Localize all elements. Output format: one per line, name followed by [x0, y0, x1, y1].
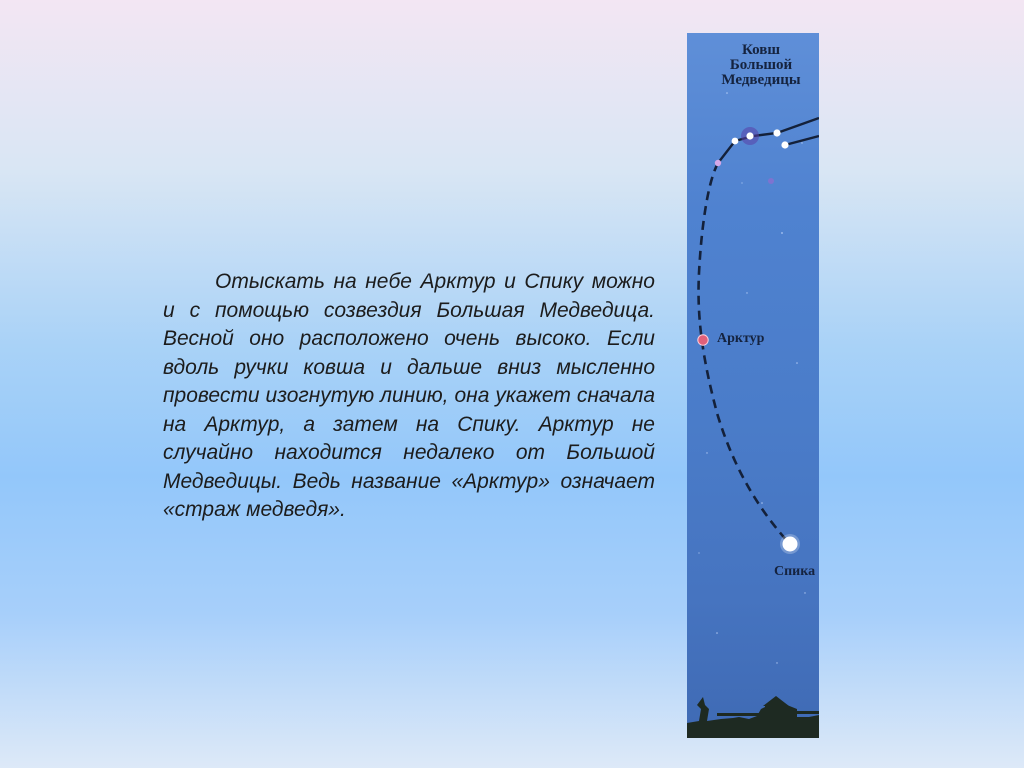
- horizon-silhouette: [687, 696, 819, 738]
- map-title-line: Медведицы: [721, 72, 801, 88]
- star-map-image: [687, 33, 819, 738]
- arcturus-star: [698, 335, 708, 345]
- description-paragraph: Отыскать на небе Арктур и Спику можно и с помощью созвездия Большая Медведица. Весной оно расположено очень высоко. Если вдоль ручки ковша и дальше вниз мысленно провести изогнутую линию, она укажет сначала на Арктур, а затем на Спику. Арктур не случайно находится недалеко от Большой Медведицы. Ведь название «Арктур» означает «страж медведя».: [163, 270, 655, 521]
- arcturus-label: Арктур: [717, 331, 765, 346]
- dipper-stars: [715, 127, 789, 184]
- spica-label: Спика: [774, 564, 816, 579]
- spica-star: [783, 537, 798, 552]
- map-title-line: Большой: [729, 57, 793, 73]
- map-title: [705, 43, 817, 88]
- star-map-drawing: [687, 33, 819, 738]
- map-title-line: Ковш: [741, 42, 781, 58]
- dashed-arc-line: [699, 163, 789, 543]
